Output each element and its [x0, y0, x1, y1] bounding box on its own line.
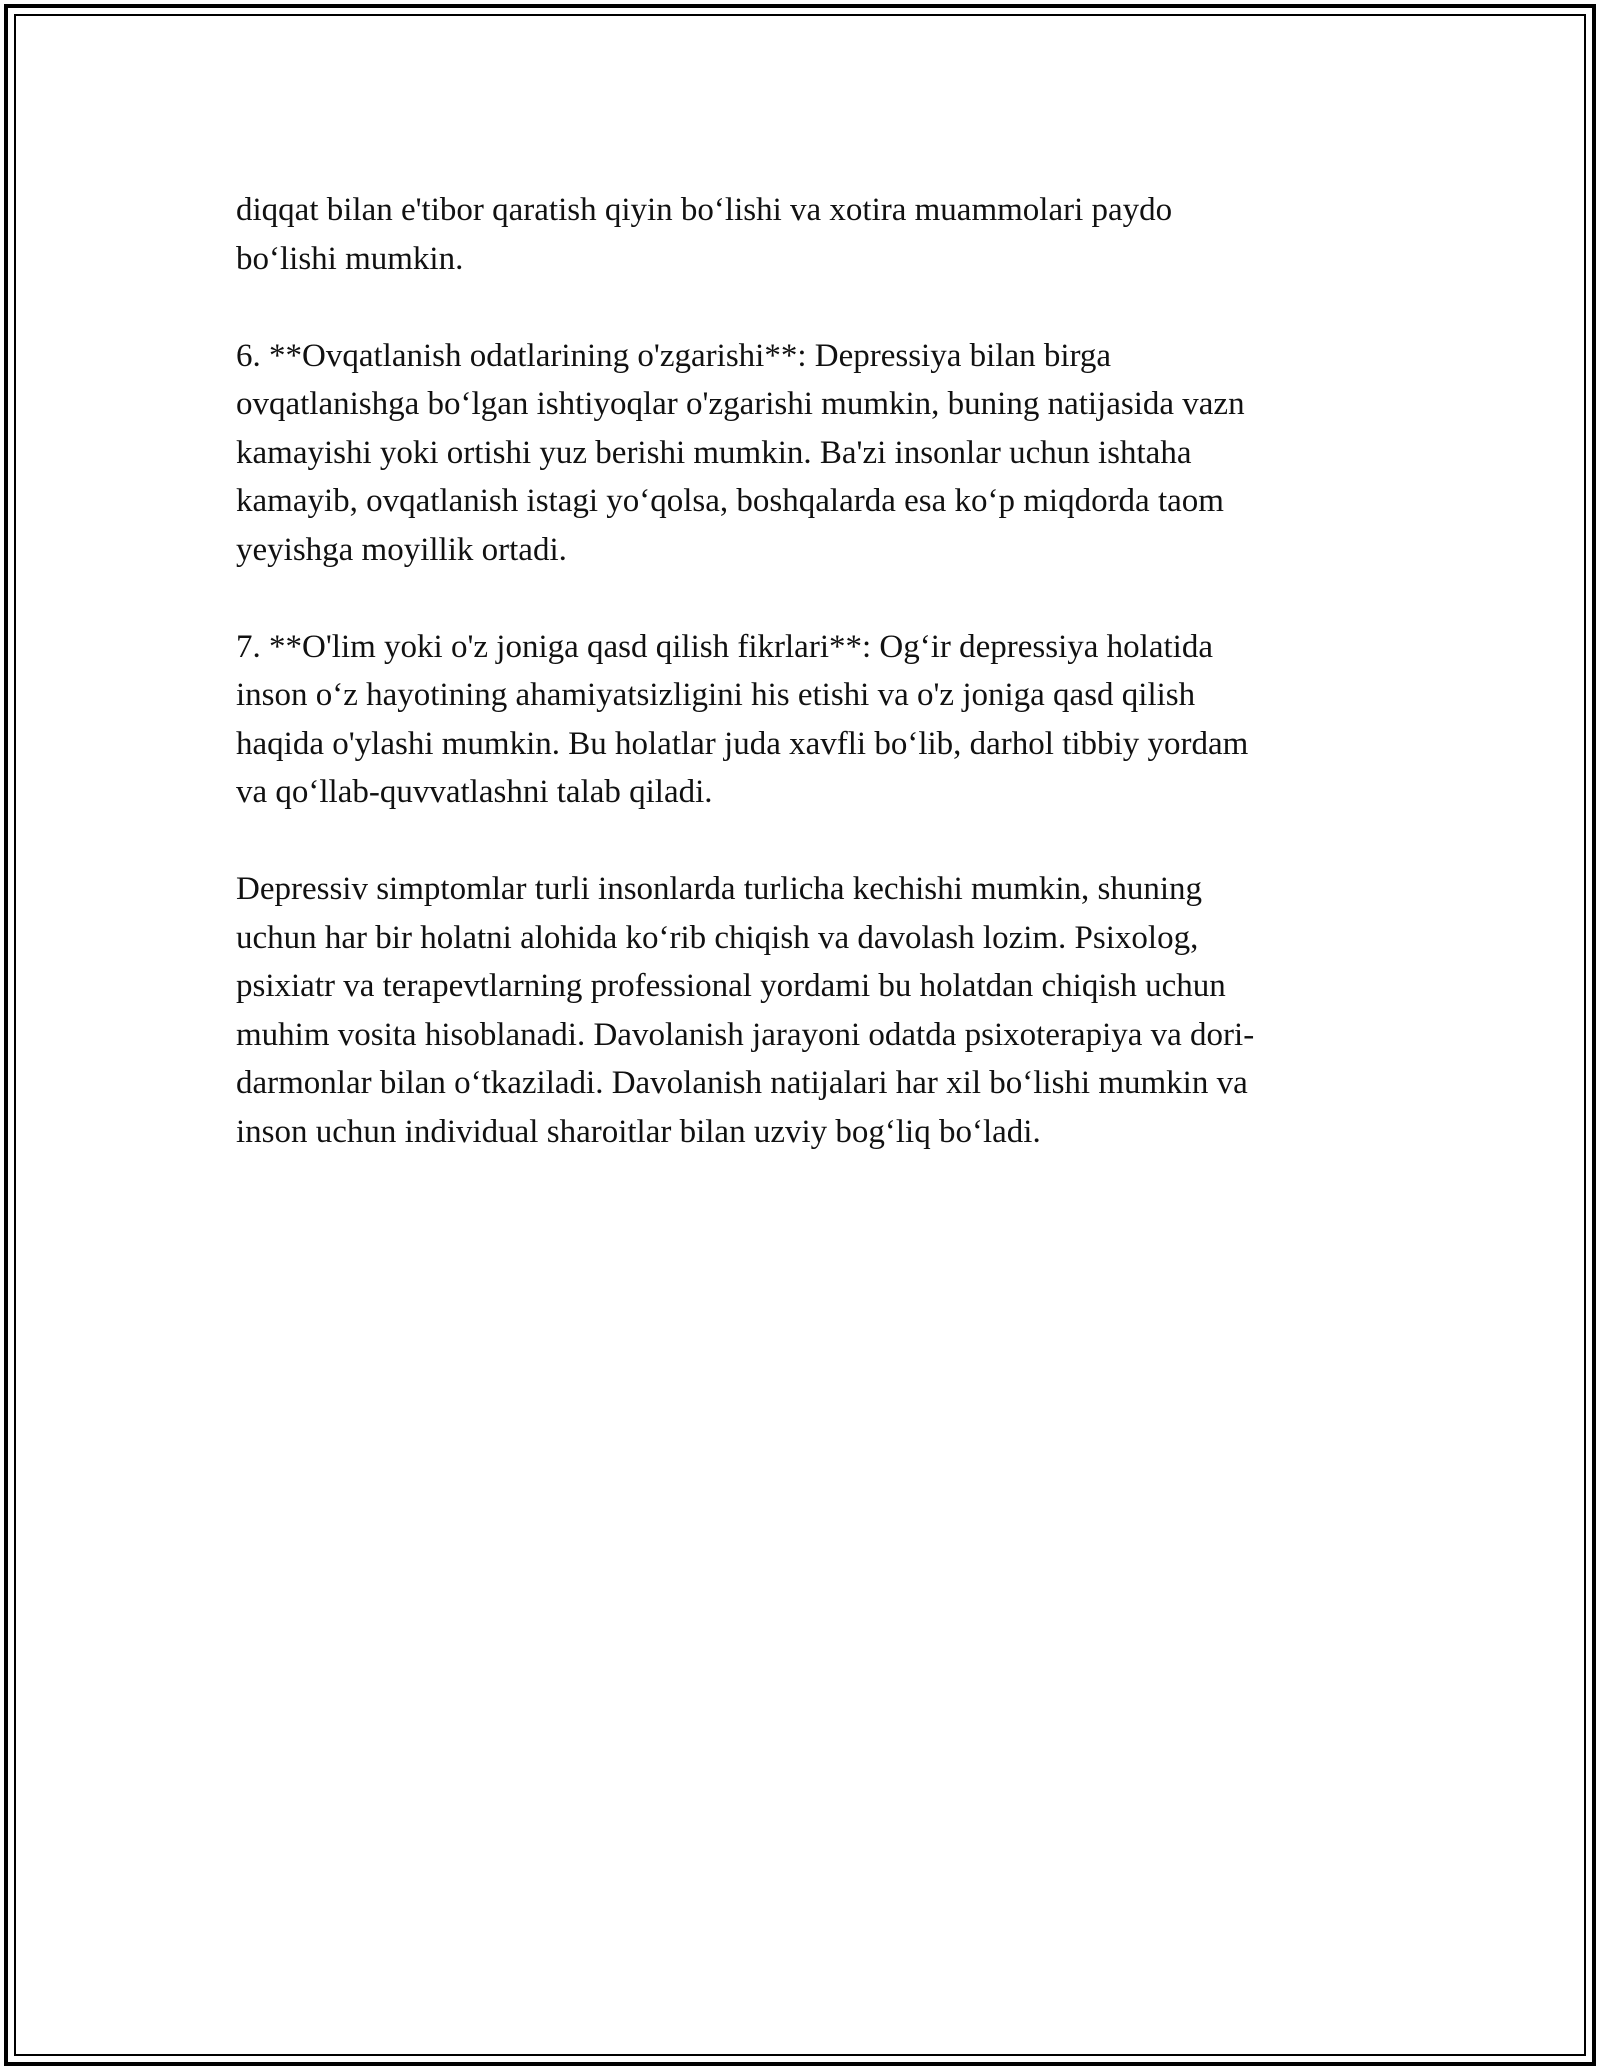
paragraph-suicidal-thoughts: 7. **O'lim yoki o'z joniga qasd qilish fikrlari**: Og‘ir depressiya holatida inson o‘z hayotining ahamiyatsizligini his etishi va o'z joniga qasd qilish haqida o'ylashi mumkin. Bu holatlar juda xavfli bo‘lib, darhol tibbiy yordam va qo‘llab-quvvatlashni talab qiladi. — [236, 628, 1249, 810]
paragraph-memory-continuation: diqqat bilan e'tibor qaratish qiyin bo‘lishi va xotira muammolari paydo bo‘lishi mumkin. — [236, 192, 1173, 277]
paragraph-conclusion: Depressiv simptomlar turli insonlarda turlicha kechishi mumkin, shuning uchun har bir holatni alohida ko‘rib chiqish va davolash lozim. Psixolog, psixiatr va terapevtlarning professional yordami bu holatdan chiqish uchun muhim vosita hisoblanadi. Davolanish jarayoni odatda psixoterapiya va dori- darmonlar bilan o‘tkaziladi. Davolanish natijalari har xil bo‘lishi mumkin va inson uchun individual sharoitlar bilan uzviy bog‘liq bo‘ladi. — [236, 871, 1255, 1150]
document-body — [236, 186, 1376, 1205]
paragraph-eating-habits: 6. **Ovqatlanish odatlarining o'zgarishi**: Depressiya bilan birga ovqatlanishga bo‘lgan ishtiyoqlar o'zgarishi mumkin, buning natijasida vazn kamayishi yoki ortishi yuz berishi mumkin. Ba'zi insonlar uchun ishtaha kamayib, ovqatlanish istagi yo‘qolsa, boshqalarda esa ko‘p miqdorda taom yeyishga moyillik ortadi. — [236, 337, 1245, 568]
